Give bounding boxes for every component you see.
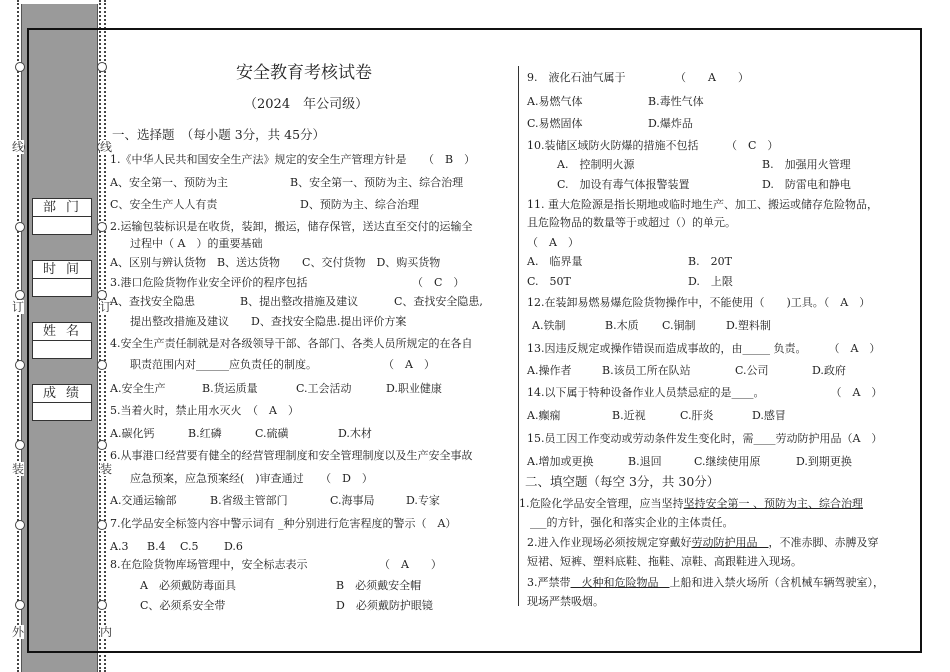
question-12: 12.在装卸易燃易爆危险货物操作中，不能使用（ )工具。（ A ） [527,296,871,309]
q9-option-a: A.易燃气体 [527,95,583,108]
q11-option-b: B. 20T [688,255,732,268]
q5-option-d: D.木材 [338,427,372,440]
question-6-line1: 6.从事港口经营要有健全的经营管理制度和安全管理制度以及生产安全事故 [110,449,473,462]
q7-option-a: A.3 [110,540,129,553]
fill-3-suffix: 上船和进入禁火场所（含机械车辆驾驶室）， [669,576,884,589]
question-11-line1: 11. 重大危险源是指长期地或临时地生产、加工、搬运或储存危险物品， [527,198,878,211]
q8-option-d: D 必须戴防护眼镜 [336,599,433,612]
q13-option-b: B.该员工所在队站 [602,364,691,377]
column-divider [518,66,519,606]
question-4-line2: 职责范围内对______应负责任的制度。 （ A ） [130,358,435,371]
side-label-zhuang: 装 [12,462,25,476]
q9-option-d: D.爆炸品 [648,117,693,130]
side-label-wai: 外 [12,625,25,639]
q15-option-a: A.增加或更换 [527,455,594,468]
fill-3-answer: 火种和危险物品 [570,576,670,589]
q14-option-b: B.近视 [612,409,646,422]
q15-option-b: B.退回 [628,455,662,468]
q6-option-c: C.海事局 [330,494,375,507]
binding-hole [15,222,25,232]
q2-options: A、区别与辨认货物 B、送达货物 C、交付货物 D、购买货物 [110,256,441,269]
q8-option-a: A 必须戴防毒面具 [140,579,236,592]
q14-option-c: C.肝炎 [680,409,714,422]
question-4-line1: 4.安全生产责任制就是对各级领导干部、各部门、各类人员所规定的在各自 [110,337,473,350]
q13-option-d: D.政府 [812,364,846,377]
q1-option-a: A、安全第一、预防为主 [110,176,228,189]
question-11-line2: 且危险物品的数量等于或超过（）的单元。 [527,216,736,229]
fill-2-line2: 短裙、短裤、塑料底鞋、拖鞋、凉鞋、高跟鞋进入现场。 [527,555,802,568]
score-label: 成绩 [33,385,91,403]
q13-option-a: A.操作者 [527,364,572,377]
q10-option-c: C. 加设有毒气体报警装置 [557,178,690,191]
q4-option-b: B.货运质量 [202,382,258,395]
question-3: 3.港口危险货物作业安全评价的程序包括 （ C ） [110,276,465,289]
side-label-nei: 内 [100,625,113,639]
q5-option-b: B.红磷 [188,427,222,440]
fill-2-prefix: 2.进入作业现场必须按规定穿戴好 [527,536,692,549]
fill-1-prefix: 1.危险化学品安全管理，应当坚持 [519,497,684,510]
binding-hole [15,440,25,450]
q4-option-c: C.工会活动 [296,382,352,395]
q11-option-c: C. 50T [527,275,571,288]
q7-option-c: C.5 [180,540,199,553]
side-label-xian-inner: 线 [100,140,113,154]
q15-option-d: D.到期更换 [796,455,852,468]
q9-option-b: B.毒性气体 [648,95,704,108]
q10-option-a: A. 控制明火源 [557,158,635,171]
exam-title: 安全教育考核试卷 [236,63,372,83]
binding-hole [15,600,25,610]
q5-option-c: C.硫磺 [255,427,289,440]
binding-hole [15,360,25,370]
section-choice-heading: 一、选择题 （每小题 3分，共 45分） [112,127,326,142]
q7-option-b: B.4 [147,540,166,553]
q8-option-c: C、必须系安全带 [140,599,226,612]
q1-option-b: B、安全第一、预防为主、综合治理 [290,176,464,189]
question-15: 15.员工因工作变动或劳动条件发生变化时，需____劳动防护用品（A ） [527,432,883,445]
q9-option-c: C.易燃固体 [527,117,583,130]
q6-option-d: D.专家 [406,494,440,507]
q11-option-d: D. 上限 [688,275,733,288]
outer-cut-line [17,0,19,672]
fill-2-line1 [527,536,879,549]
q14-option-a: A.癫痫 [527,409,561,422]
question-13: 13.因违反规定或操作错误而造成事故的，由_____ 负责。 （ A ） [527,342,881,355]
q3-option-a: A、查找安全隐患 [110,295,195,308]
question-7: 7.化学品安全标签内容中警示词有 _种分别进行危害程度的警示（ A） [110,517,457,530]
fill-2-suffix: ，不准赤脚、赤膊及穿 [768,536,879,549]
q11-answer: （ A ） [527,236,579,249]
side-label-ding-inner: 订 [100,300,113,314]
side-label-xian: 线 [12,140,25,154]
q1-option-c: C、安全生产人人有责 [110,198,218,211]
fill-1-line2: ___的方针，强化和落实企业的主体责任。 [530,516,734,529]
time-label: 时间 [33,261,91,279]
question-9: 9. 液化石油气属于 （ A ） [527,71,749,84]
q15-option-c: C.继续使用原 [694,455,761,468]
q8-option-b: B 必须戴安全帽 [336,579,422,592]
q3-option-cd: 提出整改措施及建议 D、查找安全隐患.提出评价方案 [130,315,407,328]
binding-hole [15,290,25,300]
q7-option-d: D.6 [224,540,243,553]
q10-option-b: B. 加强用火管理 [762,158,851,171]
side-label-ding: 订 [12,300,25,314]
name-label: 姓名 [33,323,91,341]
question-14: 14.以下属于特种设备作业人员禁忌症的是____。 （ A ） [527,386,883,399]
section-fill-heading: 二、填空题（每空 3分，共 30分） [525,474,720,489]
question-8: 8.在危险货物库场管理中，安全标志表示 （ A ） [110,558,442,571]
question-1: 1.《中华人民共和国安全生产法》规定的安全生产管理方针是 （ B ） [110,153,476,166]
fill-1-answer: 坚持安全第一 、预防为主、综合治理 [683,497,863,510]
q12-option-c: C.铜制 [662,319,696,332]
q4-option-a: A.安全生产 [110,382,166,395]
fill-3-line2: 现场严禁吸烟。 [527,595,604,608]
q3-option-b: B、提出整改措施及建议 [240,295,359,308]
q6-option-b: B.省级主管部门 [210,494,288,507]
q11-option-a: A. 临界量 [527,255,583,268]
exam-subtitle: （2024 年公司级） [244,97,369,112]
question-2-line1: 2.运输包装标识是在收货，装卸，搬运，储存保管，送达直至交付的运输全 [110,220,473,233]
q12-option-b: B.木质 [605,319,639,332]
side-label-zhuang-inner: 装 [100,462,113,476]
q5-option-a: A.碳化钙 [110,427,155,440]
fill-3-prefix: 3.严禁带 [527,576,571,589]
question-10: 10.装储区域防火防爆的措施不包括 （ C ） [527,139,779,152]
binding-hole [15,520,25,530]
question-2-line2: 过程中（ A ）的重要基础 [130,237,263,250]
binding-hole [15,62,25,72]
fill-2-answer: 劳动防护用品 [691,536,769,549]
q6-option-a: A.交通运输部 [110,494,177,507]
q12-option-a: A.铁制 [532,319,566,332]
question-6-line2: 应急预案，应急预案经( )审查通过 （ D ） [130,472,373,485]
q3-option-c: C、查找安全隐患, [394,295,483,308]
q12-option-d: D.塑料制 [726,319,771,332]
q4-option-d: D.职业健康 [386,382,442,395]
q1-option-d: D、预防为主、综合治理 [300,198,419,211]
department-label: 部门 [33,199,91,217]
q10-option-d: D. 防雷电和静电 [762,178,851,191]
q14-option-d: D.感冒 [752,409,786,422]
fill-3-line1 [527,576,884,589]
question-5: 5.当着火时，禁止用水灭火 （ A ） [110,404,299,417]
q13-option-c: C.公司 [735,364,769,377]
fill-1-line1 [519,497,863,510]
